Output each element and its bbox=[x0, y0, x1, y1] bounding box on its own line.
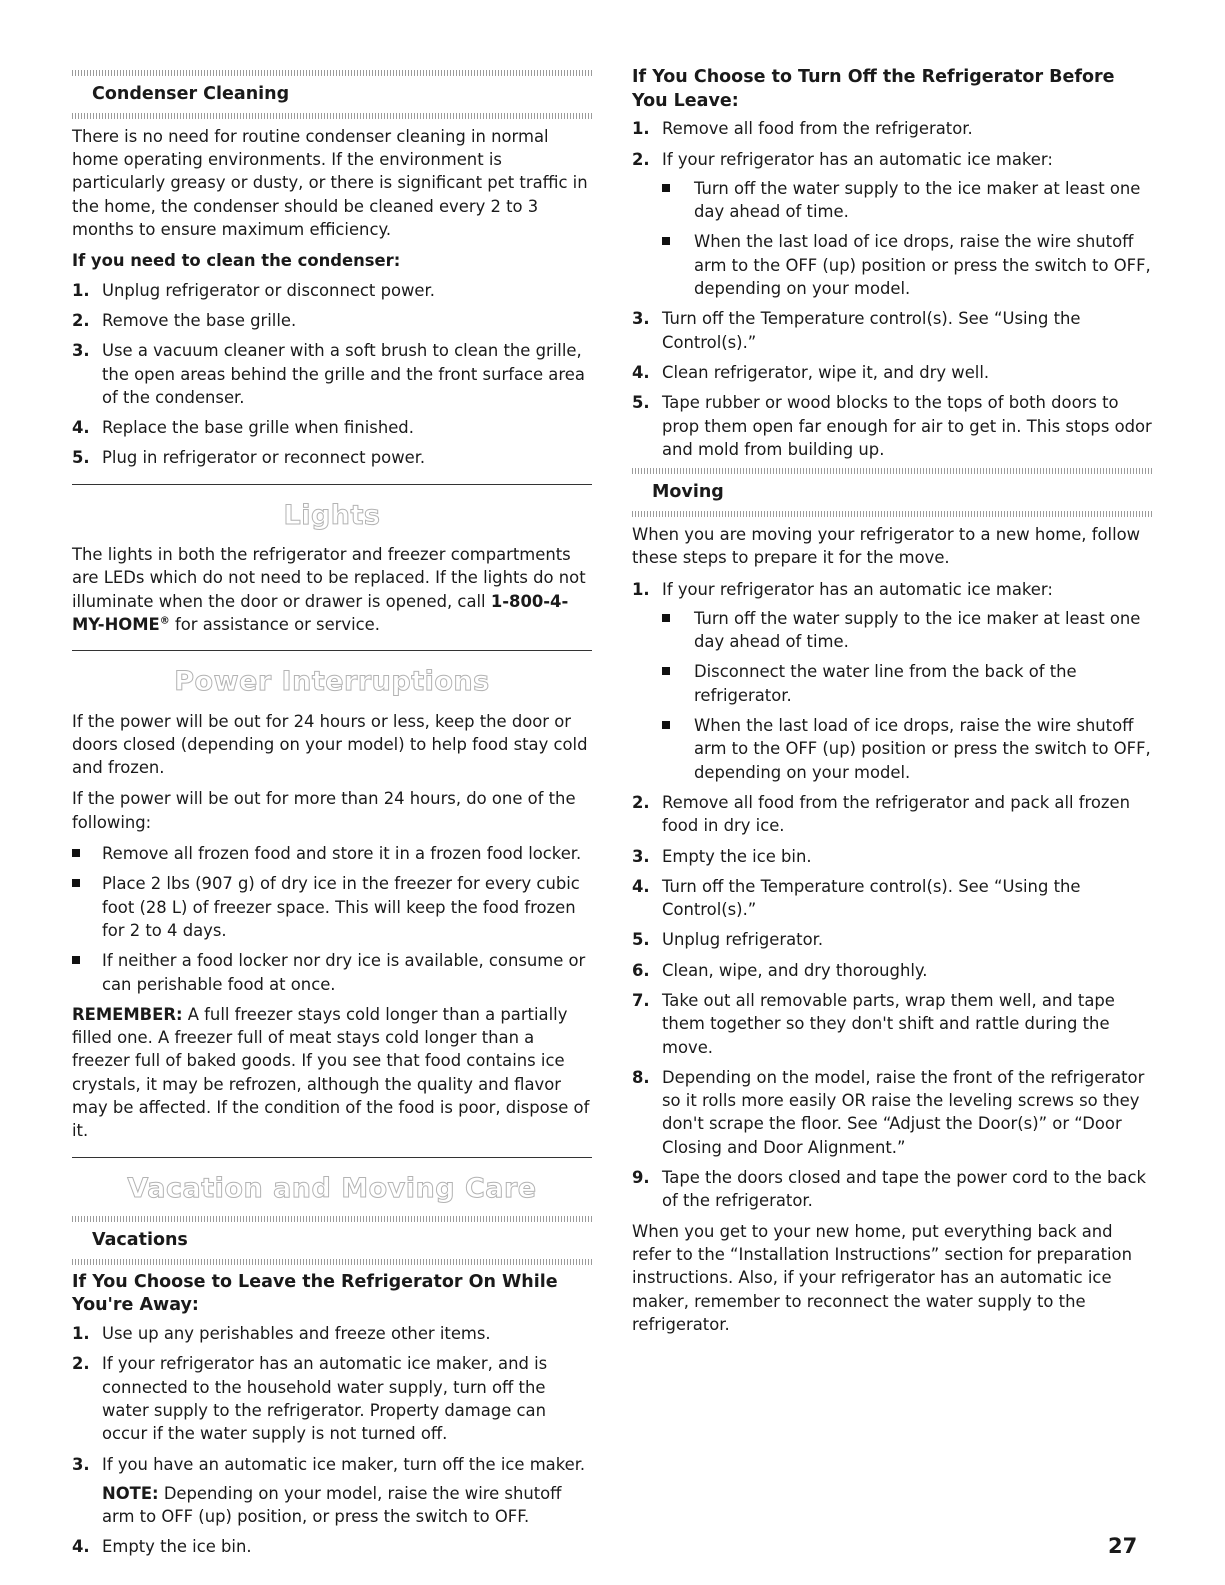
power-interruptions-section-title: Power Interruptions bbox=[174, 666, 490, 698]
page-number: 27 bbox=[1108, 1534, 1138, 1558]
hatch-divider bbox=[72, 113, 592, 119]
list-item bbox=[72, 309, 592, 332]
bullet-text: Turn off the water supply to the ice maker at least one day ahead of time. bbox=[694, 178, 1141, 222]
leave-on-steps-list bbox=[72, 1322, 592, 1559]
step-number: 2. bbox=[632, 149, 650, 169]
step-number: 5. bbox=[72, 448, 90, 468]
step-number: 3. bbox=[72, 341, 90, 361]
list-item bbox=[632, 1066, 1152, 1159]
step-text: Replace the base grille when finished. bbox=[102, 418, 414, 438]
step-text: Empty the ice bin. bbox=[662, 846, 812, 866]
moving-intro: When you are moving your refrigerator to a new home, follow these steps to prepare it for the move. bbox=[632, 524, 1141, 568]
list-item bbox=[72, 339, 592, 409]
step-number: 1. bbox=[72, 1324, 90, 1344]
turn-off-steps-list bbox=[632, 117, 1152, 461]
list-item bbox=[72, 1453, 592, 1529]
list-item bbox=[662, 230, 1152, 300]
bullet-square-icon bbox=[662, 184, 670, 192]
lights-text: The lights in both the refrigerator and freezer compartments are LEDs which do not need to be replaced. If the lights do not illuminate when the door or drawer is opened, call bbox=[72, 545, 586, 611]
list-item bbox=[632, 845, 1152, 868]
turn-off-heading: If You Choose to Turn Off the Refrigerator Before You Leave: bbox=[632, 67, 1115, 111]
list-item bbox=[632, 1166, 1152, 1213]
bullet-text: If neither a food locker nor dry ice is available, consume or can perishable food at once. bbox=[102, 951, 586, 994]
step-number: 4. bbox=[632, 362, 650, 382]
condenser-cleaning-subhead bbox=[72, 70, 592, 119]
lights-section-title: Lights bbox=[283, 499, 381, 531]
step-text: Clean refrigerator, wipe it, and dry well. bbox=[662, 362, 990, 382]
step-text: Use a vacuum cleaner with a soft brush to clean the grille, the open areas behind the grille and the front surface area of the condenser. bbox=[102, 341, 585, 407]
lights-text-end: for assistance or service. bbox=[174, 614, 380, 634]
step-text: Depending on the model, raise the front of the refrigerator so it rolls more easily OR raise the leveling screws so they don't scrape the floor. See “Adjust the Door(s)” or “Door Closing and Door Alignment.” bbox=[662, 1067, 1145, 1157]
moving-ice-maker-bullets bbox=[662, 607, 1152, 784]
bullet-square-icon bbox=[662, 614, 670, 622]
bullet-square-icon bbox=[662, 667, 670, 675]
turn-off-ice-maker-bullets bbox=[662, 177, 1152, 300]
bullet-text: Disconnect the water line from the back of the refrigerator. bbox=[694, 662, 1077, 705]
remember-label: REMEMBER: bbox=[72, 1004, 183, 1024]
step-text: Remove all food from the refrigerator and pack all frozen food in dry ice. bbox=[662, 792, 1131, 836]
lights-paragraph bbox=[72, 543, 592, 636]
moving-heading: Moving bbox=[652, 482, 724, 503]
step-text: Turn off the Temperature control(s). See “Using the Control(s).” bbox=[662, 876, 1081, 920]
list-item bbox=[632, 117, 1152, 140]
right-column bbox=[632, 66, 1152, 1344]
step-text: Unplug refrigerator or disconnect power. bbox=[102, 280, 435, 300]
condenser-steps-title: If you need to clean the condenser: bbox=[72, 251, 401, 271]
condenser-cleaning-heading: Condenser Cleaning bbox=[92, 84, 290, 104]
step-text: Take out all removable parts, wrap them well, and tape them together so they don't shift and rattle during the move. bbox=[662, 991, 1115, 1057]
moving-steps-list bbox=[632, 578, 1152, 1213]
bullet-square-icon bbox=[662, 721, 670, 729]
list-item bbox=[632, 391, 1152, 461]
step-text: Plug in refrigerator or reconnect power. bbox=[102, 448, 426, 468]
remember-paragraph bbox=[72, 1003, 592, 1143]
step-number: 2. bbox=[632, 792, 650, 812]
list-item bbox=[662, 177, 1152, 224]
step-number: 4. bbox=[72, 418, 90, 438]
list-item bbox=[72, 446, 592, 469]
list-item bbox=[632, 989, 1152, 1059]
power-paragraph-2: If the power will be out for more than 24 hours, do one of the following: bbox=[72, 789, 576, 832]
list-item bbox=[72, 842, 592, 865]
list-item bbox=[662, 714, 1152, 784]
list-item bbox=[72, 1352, 592, 1445]
step-text: Tape the doors closed and tape the power cord to the back of the refrigerator. bbox=[662, 1168, 1146, 1211]
step-number: 7. bbox=[632, 991, 650, 1010]
step-text: Clean, wipe, and dry thoroughly. bbox=[662, 960, 928, 980]
section-divider bbox=[72, 1157, 592, 1158]
step-number: 8. bbox=[632, 1067, 650, 1087]
condenser-steps-list bbox=[72, 279, 592, 470]
vacations-heading: Vacations bbox=[92, 1229, 188, 1250]
list-item bbox=[72, 949, 592, 996]
section-divider bbox=[72, 484, 592, 485]
bullet-text: When the last load of ice drops, raise the wire shutoff arm to the OFF (up) position or press the switch to OFF, depending on your model. bbox=[694, 716, 1151, 782]
step-number: 1. bbox=[72, 280, 90, 300]
step-number: 3. bbox=[632, 309, 650, 329]
step-number: 3. bbox=[72, 1454, 90, 1474]
list-item bbox=[72, 279, 592, 302]
step-number: 4. bbox=[72, 1537, 90, 1557]
step-number: 6. bbox=[632, 960, 650, 980]
list-item bbox=[632, 148, 1152, 301]
step-number: 3. bbox=[632, 846, 650, 866]
left-column bbox=[72, 66, 592, 1566]
remember-text: A full freezer stays cold longer than a partially filled one. A freezer full of meat stays cold longer than a freezer full of baked goods. If you see that food contains ice crystals, it may be refrozen, although the quality and flavor may be affected. If the condition of the food is poor, dispose of it. bbox=[72, 1004, 590, 1141]
list-item bbox=[632, 361, 1152, 384]
bullet-square-icon bbox=[72, 956, 80, 964]
list-item bbox=[632, 791, 1152, 838]
section-divider bbox=[72, 650, 592, 651]
bullet-text: Turn off the water supply to the ice maker at least one day ahead of time. bbox=[694, 608, 1141, 652]
step-text: Tape rubber or wood blocks to the tops of both doors to prop them open far enough for air to get in. This stops odor and mold from building up. bbox=[662, 393, 1152, 459]
list-item bbox=[72, 1322, 592, 1345]
step-number: 5. bbox=[632, 393, 650, 413]
list-item bbox=[72, 1535, 592, 1558]
step-text: Unplug refrigerator. bbox=[662, 930, 824, 950]
step-text: Turn off the Temperature control(s). See “Using the Control(s).” bbox=[662, 309, 1081, 352]
step-text: If your refrigerator has an automatic ice maker: bbox=[662, 579, 1053, 599]
list-item bbox=[662, 607, 1152, 654]
step-number: 2. bbox=[72, 310, 90, 330]
list-item bbox=[72, 416, 592, 439]
power-paragraph-1: If the power will be out for 24 hours or less, keep the door or doors closed (depending on your model) to help food stay cold and frozen. bbox=[72, 711, 588, 778]
bullet-text: When the last load of ice drops, raise the wire shutoff arm to the OFF (up) position or press the switch to OFF, depending on your model. bbox=[694, 232, 1151, 299]
step-text: Remove all food from the refrigerator. bbox=[662, 119, 973, 139]
bullet-square-icon bbox=[72, 879, 80, 887]
step-number: 1. bbox=[632, 579, 650, 599]
bullet-text: Remove all frozen food and store it in a frozen food locker. bbox=[102, 844, 582, 864]
leave-on-heading: If You Choose to Leave the Refrigerator On While You're Away: bbox=[72, 1271, 558, 1316]
hatch-divider bbox=[632, 511, 1152, 517]
vacations-subhead bbox=[72, 1216, 592, 1265]
registered-mark: ® bbox=[159, 615, 170, 627]
bullet-square-icon bbox=[72, 849, 80, 857]
moving-subhead bbox=[632, 468, 1152, 517]
note-label: NOTE: bbox=[102, 1483, 159, 1503]
list-item bbox=[632, 928, 1152, 951]
note-paragraph bbox=[102, 1482, 592, 1529]
list-item bbox=[662, 660, 1152, 707]
step-text: If your refrigerator has an automatic ice maker, and is connected to the household water supply, turn off the water supply to the refrigerator. Property damage can occur if the water supply is not turned off. bbox=[102, 1354, 548, 1444]
list-item bbox=[632, 307, 1152, 354]
step-number: 5. bbox=[632, 930, 650, 950]
power-bullet-list bbox=[72, 842, 592, 996]
vacation-moving-section-title: Vacation and Moving Care bbox=[127, 1172, 537, 1204]
condenser-intro: There is no need for routine condenser cleaning in normal home operating environments. If the environment is particularly greasy or dusty, or there is significant pet traffic in the home, the condenser should be cleaned every 2 to 3 months to ensure maximum efficiency. bbox=[72, 126, 588, 240]
step-number: 9. bbox=[632, 1168, 650, 1188]
step-text: If you have an automatic ice maker, turn off the ice maker. bbox=[102, 1454, 586, 1474]
phone-text: 1-800-4-MY-HOME bbox=[72, 591, 569, 634]
hatch-divider bbox=[72, 1259, 592, 1265]
note-text: Depending on your model, raise the wire shutoff arm to OFF (up) position, or press the switch to OFF. bbox=[102, 1483, 562, 1527]
step-text: Use up any perishables and freeze other items. bbox=[102, 1324, 491, 1344]
list-item bbox=[632, 578, 1152, 784]
moving-outro: When you get to your new home, put everything back and refer to the “Installation Instructions” section for preparation instructions. Also, if your refrigerator has an automatic ice maker, remember to reconnect the water supply to the refrigerator. bbox=[632, 1221, 1132, 1334]
step-text: Remove the base grille. bbox=[102, 310, 297, 330]
step-number: 2. bbox=[72, 1354, 90, 1374]
bullet-square-icon bbox=[662, 237, 670, 245]
step-text: Empty the ice bin. bbox=[102, 1537, 252, 1557]
list-item bbox=[72, 872, 592, 942]
bullet-text: Place 2 lbs (907 g) of dry ice in the freezer for every cubic foot (28 L) of freezer space. This will keep the food frozen for 2 to 4 days. bbox=[102, 874, 580, 940]
list-item bbox=[632, 875, 1152, 922]
step-number: 1. bbox=[632, 119, 650, 139]
step-text: If your refrigerator has an automatic ice maker: bbox=[662, 149, 1053, 169]
list-item bbox=[632, 959, 1152, 982]
step-number: 4. bbox=[632, 876, 650, 896]
